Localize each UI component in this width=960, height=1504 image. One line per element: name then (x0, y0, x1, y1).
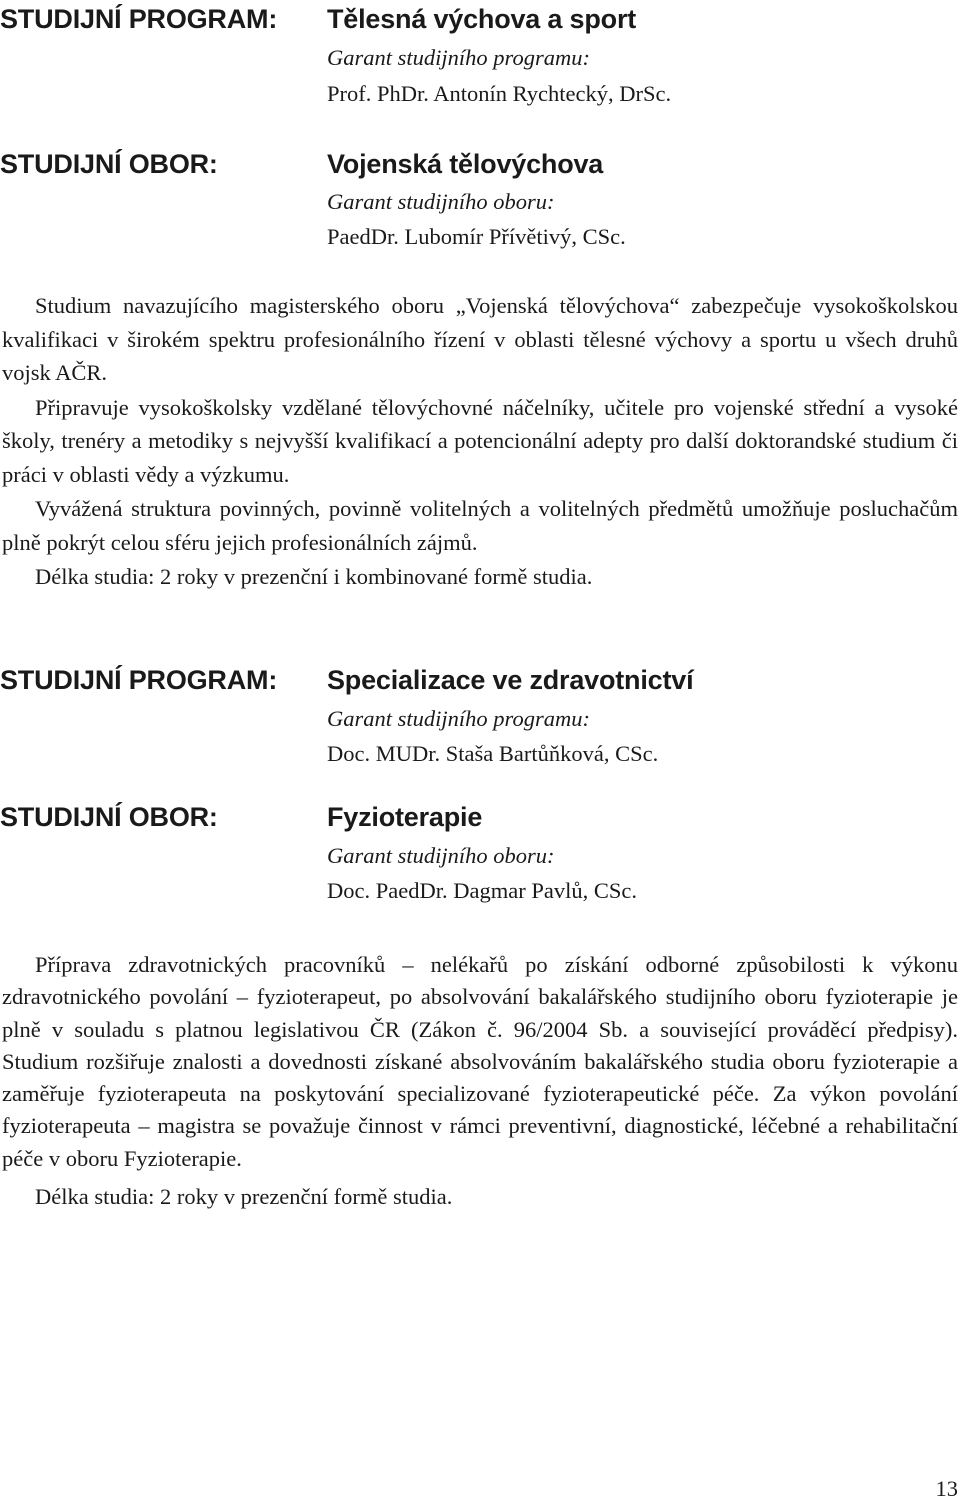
program-name: Specializace ve zdravotnictví (327, 665, 694, 695)
section-2-description (2, 949, 958, 1213)
page-number: 13 (935, 1476, 958, 1501)
paragraph-duration: Délka studia: 2 roky v prezenční i kombinované formě studia. (35, 564, 593, 589)
paragraph-preparation: Připravuje vysokoškolsky vzdělané tělovýchovné náčelníky, učitele pro vojenské střední a vysoké školy, trenéry a metodiky s nejvyšší kvalifikací a potencionální adepty pro další doktorandské studium či práci v oblasti vědy a výzkumu. (2, 394, 958, 487)
paragraph-physio-intro: Příprava zdravotnických pracovníků – nelékařů po získání odborné způsobilosti k výkonu zdravotnického povolání – fyzioterapeut, po absolvování bakalářského studijního oboru fyzioterapie je plně v souladu s platnou legislativou ČR (Zákon č. 96/2004 Sb. a související prováděcí předpisy). Studium rozšiřuje znalosti a dovednosti získané absolvováním bakalářského studia oboru fyzioterapie a zaměřuje fyzioterapeuta na poskytování specializované fyzioterapeutické péče. Za výkon povolání fyzioterapeuta – magistra se považuje činnost v rámci preventivní, diagnostické, léčebné a rehabilitační péče v oboru Fyzioterapie. (2, 952, 958, 1171)
paragraph-structure: Vyvážená struktura povinných, povinně volitelných a volitelných předmětů umožňuje posluchačům plně pokrýt celou sféru jejich profesionálních zájmů. (2, 496, 958, 555)
paragraph-duration: Délka studia: 2 roky v prezenční formě studia. (35, 1184, 453, 1210)
program-guarantor-label: Garant studijního programu: (327, 45, 590, 70)
field-guarantor-name: PaedDr. Lubomír Přívětivý, CSc. (327, 224, 626, 249)
field-name: Fyzioterapie (327, 802, 483, 832)
field-name: Vojenská tělovýchova (327, 149, 604, 179)
field-guarantor-label: Garant studijního oboru: (327, 843, 555, 868)
field-label: STUDIJNÍ OBOR: (0, 149, 218, 179)
field-label: STUDIJNÍ OBOR: (0, 802, 218, 832)
field-guarantor-name: Doc. PaedDr. Dagmar Pavlů, CSc. (327, 878, 637, 903)
program-name: Tělesná výchova a sport (327, 4, 637, 34)
program-guarantor-name: Prof. PhDr. Antonín Rychtecký, DrSc. (327, 81, 672, 106)
program-label: STUDIJNÍ PROGRAM: (0, 665, 278, 695)
paragraph-intro: Studium navazujícího magisterského oboru „Vojenská tělovýchova“ zabezpečuje vysokoškolskou kvalifikaci v širokém spektru profesionálního řízení v oblasti tělesné výchovy a sportu u všech druhů vojsk AČR. (2, 293, 958, 385)
program-guarantor-label: Garant studijního programu: (327, 706, 590, 731)
field-guarantor-label: Garant studijního oboru: (327, 189, 555, 214)
program-guarantor-name: Doc. MUDr. Staša Bartůňková, CSc. (327, 741, 659, 766)
section-1-description (2, 289, 958, 594)
program-label: STUDIJNÍ PROGRAM: (0, 4, 278, 34)
